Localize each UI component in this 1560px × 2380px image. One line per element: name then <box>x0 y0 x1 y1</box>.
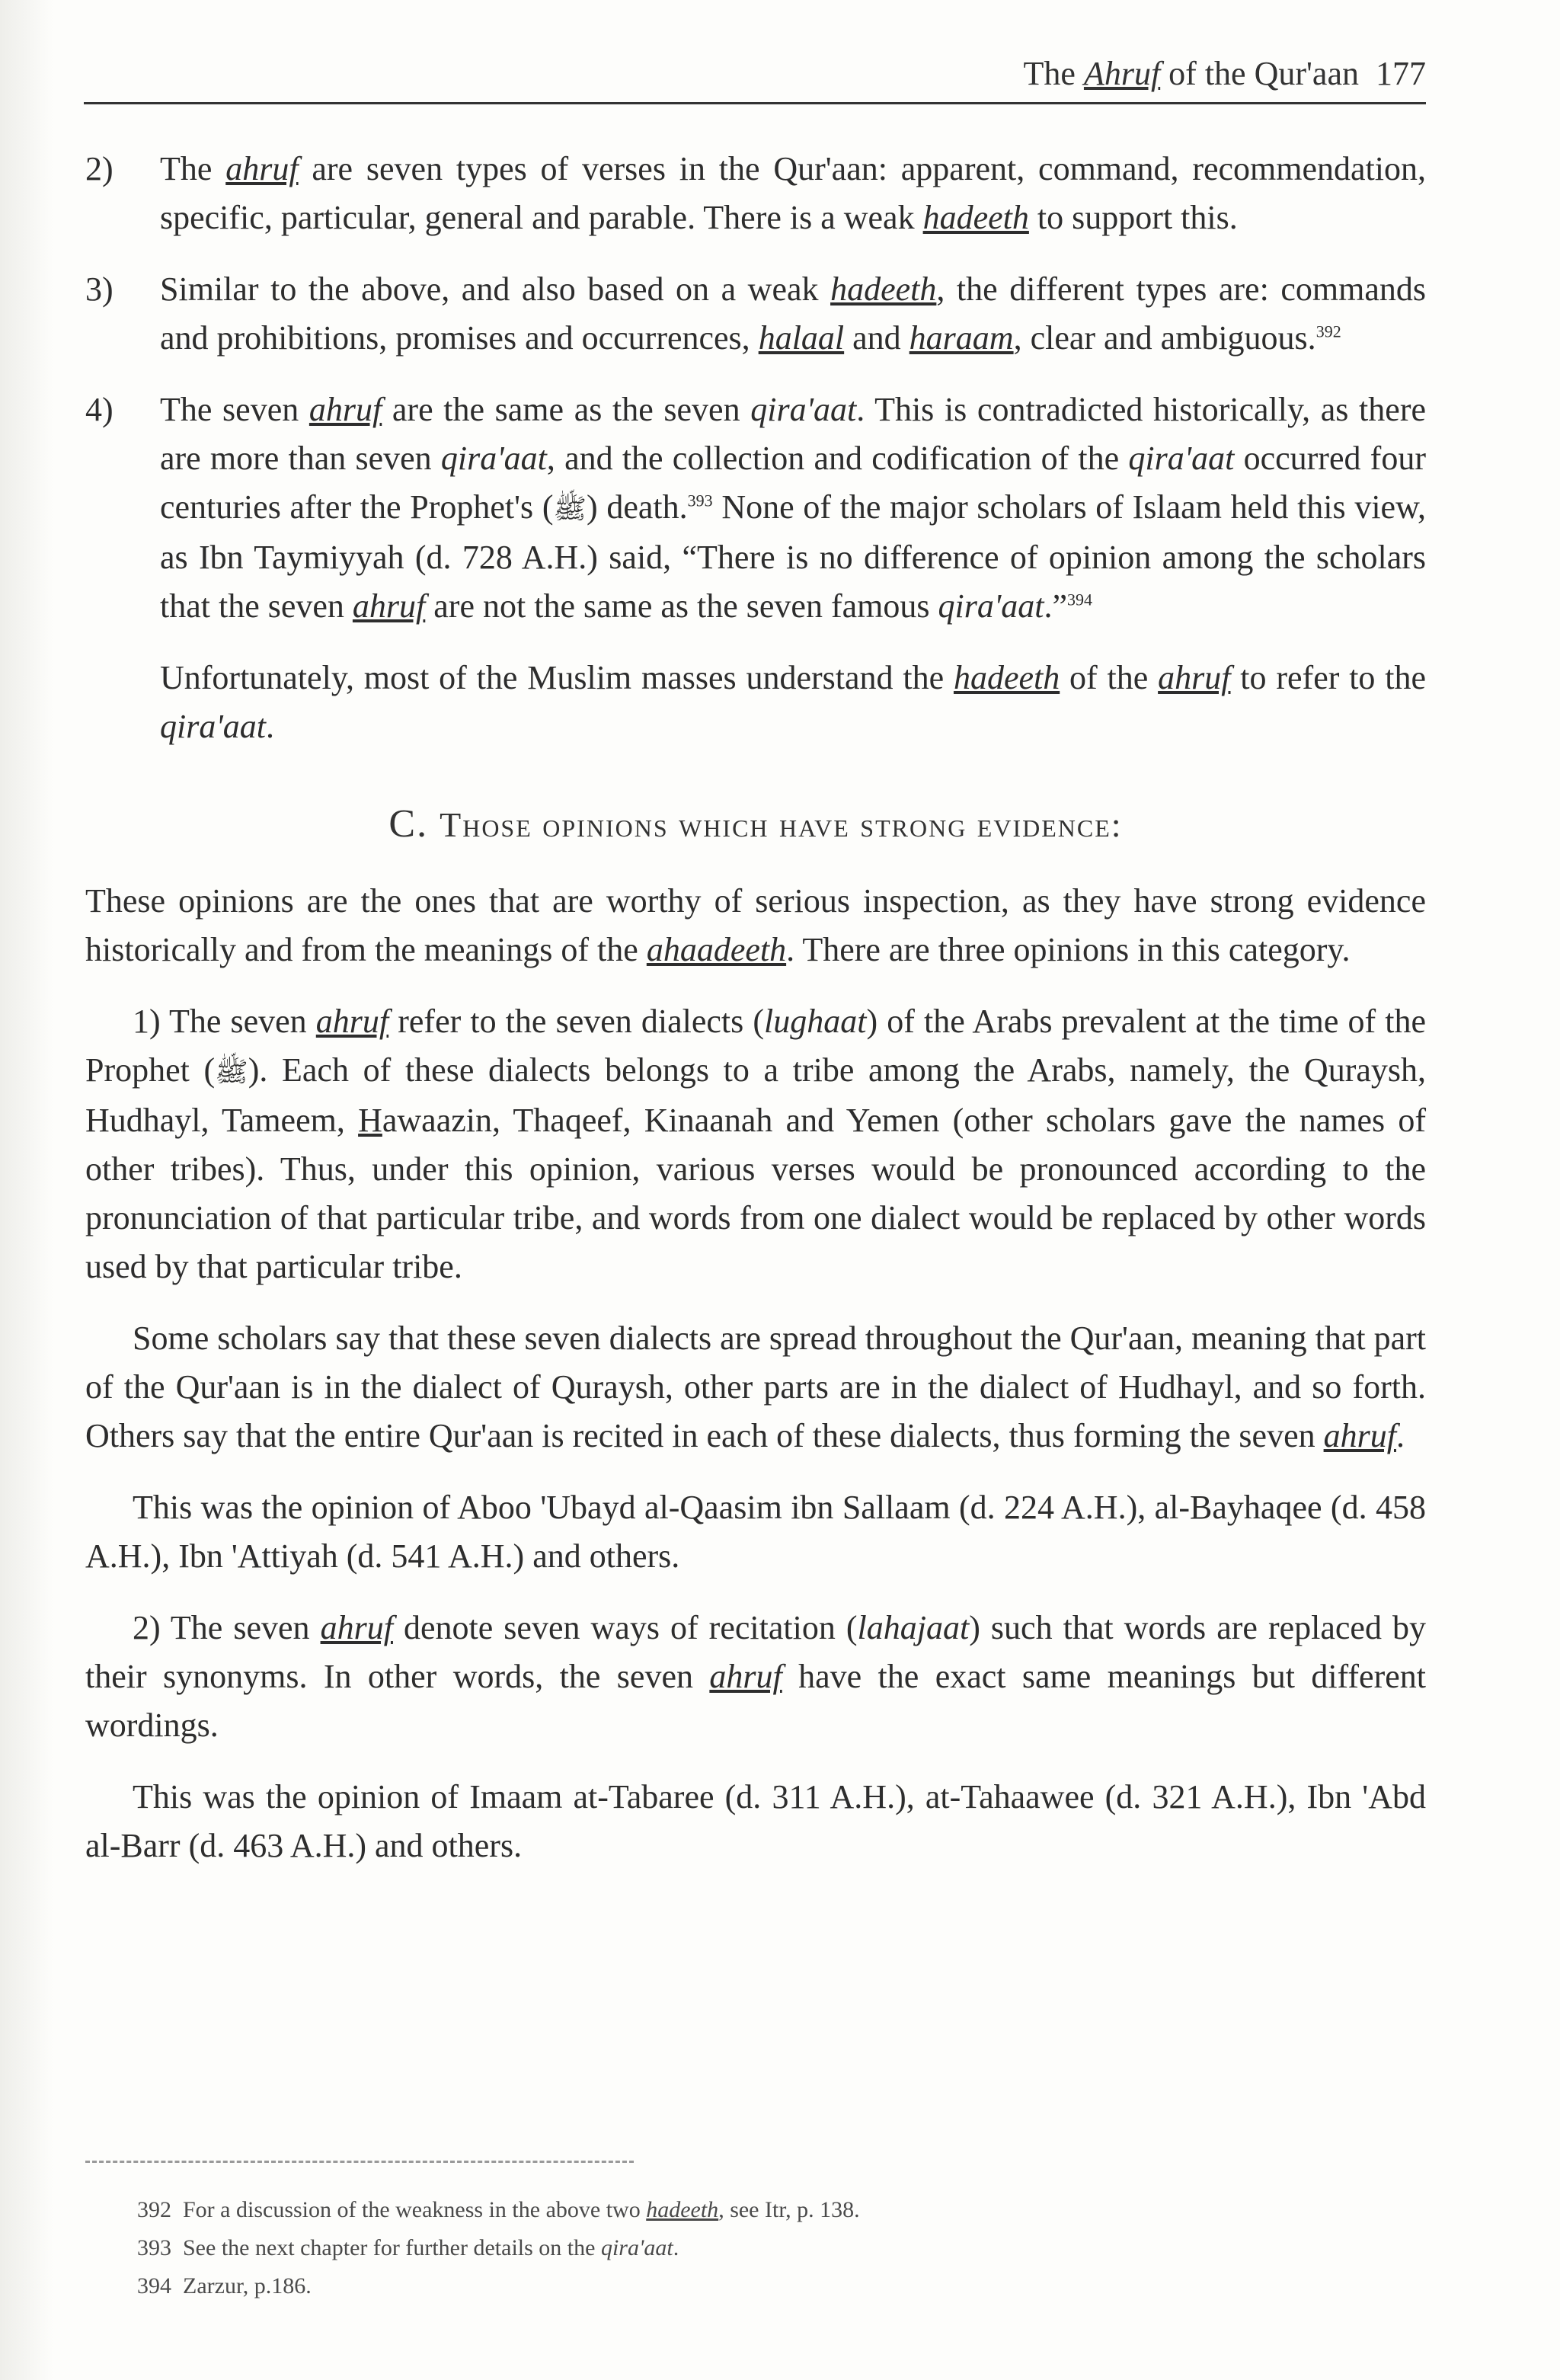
text-run: . There are three opinions in this category. <box>786 931 1351 968</box>
italic-term: ahruf <box>709 1658 782 1695</box>
unfortunately-paragraph <box>85 654 1426 751</box>
text-run: The seven <box>160 391 309 428</box>
text-run: The <box>160 150 226 187</box>
text-run: are the same as the seven <box>382 391 751 428</box>
italic-term: ahruf <box>352 587 426 625</box>
text-run: ) death. <box>587 488 688 526</box>
footnote-number: 393 <box>137 2235 171 2260</box>
text-run: are seven types of verses in the Qur'aan: apparent, command, recommendation, specific, particular, general and parable. There is a weak <box>160 150 1427 236</box>
text-run: This was the opinion of Imaam at-Tabaree (d. 311 A.H.), at-Tahaawee (d. 321 A.H.), Ibn 'Abd al-Barr (d. 463 A.H.) and others. <box>85 1778 1426 1864</box>
italic-term: ahaadeeth <box>646 931 787 968</box>
section-heading-c <box>85 800 1426 849</box>
text-run: to support this. <box>1028 199 1238 236</box>
text-run: None of the major scholars of Islaam held this view, as Ibn Taymiyyah (d. 728 A.H.) said, “There is no difference of opinion among the scholars that the seven <box>160 488 1427 625</box>
text-run: These opinions are the ones that are worthy of serious inspection, as they have strong evidence historically and from the meanings of the <box>85 882 1426 968</box>
italic-term: halaal <box>758 319 845 357</box>
text-run: Some scholars say that these seven dialects are spread throughout the Qur'aan, meaning that part of the Qur'aan is in the dialect of Quraysh, other parts are in the dialect of Hudhayl, and so forth. Others say that the entire Qur'aan is recited in each of these dialects, thus forming the seven <box>85 1320 1426 1454</box>
page-body <box>85 145 1426 1893</box>
text-run: , and the collection and codification of the <box>546 440 1129 477</box>
numbered-item <box>85 265 1426 363</box>
header-title-prefix: The <box>1023 55 1084 92</box>
footnote-ref: 394 <box>1067 590 1093 609</box>
text-run: H <box>358 1102 382 1139</box>
italic-term: ahruf <box>1158 659 1231 696</box>
text-run: , see Itr, p. 138. <box>718 2197 860 2222</box>
italic-term: lughaat <box>764 1003 867 1040</box>
body-paragraph <box>85 997 1426 1291</box>
running-header <box>84 46 1426 104</box>
footnote-divider <box>85 2161 634 2163</box>
body-paragraph <box>85 877 1426 974</box>
italic-term: haraam <box>909 319 1014 357</box>
footnote-number: 392 <box>137 2197 171 2222</box>
text-run: of the <box>1060 659 1159 696</box>
italic-term: ahruf <box>315 1003 389 1040</box>
footnote-ref: 392 <box>1315 321 1341 341</box>
text-run: are not the same as the seven famous <box>425 587 938 625</box>
italic-term: qira'aat <box>1128 440 1235 477</box>
numbered-list <box>85 145 1426 631</box>
italic-term: qira'aat <box>750 391 857 428</box>
page-number: 177 <box>1376 55 1426 92</box>
text-run: . <box>673 2235 679 2260</box>
page-gutter-shadow <box>0 0 53 2380</box>
header-title-italic: Ahruf <box>1083 55 1161 92</box>
honorific-glyph: ﷺ <box>215 1057 248 1087</box>
text-run: Unfortunately, most of the Muslim masses understand the <box>160 659 954 696</box>
text-run: 1) The seven <box>133 1003 316 1040</box>
footnote <box>137 2191 1417 2229</box>
honorific-glyph: ﷺ <box>553 494 587 524</box>
item-number: 3) <box>85 270 113 308</box>
italic-term: hadeeth <box>953 659 1060 696</box>
footnotes <box>137 2191 1417 2305</box>
text-run: denote seven ways of recitation ( <box>392 1609 858 1646</box>
italic-term: qira'aat <box>938 587 1044 625</box>
text-run: occurred four centuries after the Prophet's ( <box>160 440 1426 526</box>
text-run: awaazin, Thaqeef, Kinaanah and Yemen (other scholars gave the names of other tribes). Thus, under this opinion, various verses would be pronounced according to the pronunciation of that particular tribe, and words from one dialect would be replaced by other words used by that particular tribe. <box>85 1102 1426 1285</box>
text-run: 2) The seven <box>133 1609 321 1646</box>
italic-term: qira'aat <box>600 2235 673 2260</box>
text-run: ) such that words are replaced by their synonyms. In other words, the seven <box>85 1609 1427 1695</box>
italic-term: lahajaat <box>857 1609 970 1646</box>
text-run: Zarzur, p.186. <box>183 2273 312 2298</box>
italic-term: hadeeth <box>922 199 1029 236</box>
text-run: to refer to the <box>1230 659 1427 696</box>
italic-term: ahruf <box>320 1609 393 1646</box>
italic-term: qira'aat <box>440 440 547 477</box>
text-run: ). Each of these dialects belongs to a tribe among the Arabs, namely, the Quraysh, Hudhayl, Tameem, <box>85 1051 1427 1139</box>
section-letter: C. <box>388 802 440 846</box>
item-number: 4) <box>85 391 113 428</box>
text-run: refer to the seven dialects ( <box>388 1003 765 1040</box>
body-paragraph <box>85 1604 1426 1750</box>
text-run: Similar to the above, and also based on a weak <box>160 270 831 308</box>
text-run: have the exact same meanings but different wordings. <box>85 1658 1426 1744</box>
text-run: , the different types are: commands and prohibitions, promises and occurrences, <box>160 270 1426 357</box>
item-number: 2) <box>85 150 113 187</box>
text-run: ) of the Arabs prevalent at the time of the Prophet ( <box>85 1003 1426 1089</box>
text-run: This was the opinion of Aboo 'Ubayd al-Qaasim ibn Sallaam (d. 224 A.H.), al-Bayhaqee (d. 458 A.H.), Ibn 'Attiyah (d. 541 A.H.) and others. <box>85 1489 1426 1575</box>
body-paragraph <box>85 1314 1426 1460</box>
footnote-number: 394 <box>137 2273 171 2298</box>
text-run: .” <box>1044 587 1068 625</box>
body-paragraph <box>85 1483 1426 1581</box>
section-c-body <box>85 877 1426 1870</box>
footnote <box>137 2229 1417 2267</box>
text-run: and <box>844 319 909 357</box>
italic-term: ahruf <box>308 391 382 428</box>
text-run: See the next chapter for further details on the <box>183 2235 601 2260</box>
italic-term: ahruf <box>225 150 299 187</box>
footnote <box>137 2267 1417 2305</box>
numbered-item <box>85 385 1426 631</box>
section-title: Those opinions which have strong evidence: <box>440 805 1123 844</box>
italic-term: hadeeth <box>830 270 937 308</box>
text-run: . <box>1395 1417 1405 1454</box>
text-run: . <box>265 708 274 745</box>
text-run: , clear and ambiguous. <box>1013 319 1316 357</box>
italic-term: ahruf <box>1323 1417 1396 1454</box>
header-title-suffix: of the Qur'aan <box>1160 55 1359 92</box>
text-run: For a discussion of the weakness in the above two <box>183 2197 647 2222</box>
footnote-ref: 393 <box>687 491 713 510</box>
text-run: . This is contradicted historically, as there are more than seven <box>160 391 1426 477</box>
italic-term: hadeeth <box>646 2197 719 2222</box>
italic-term: qira'aat <box>160 708 266 745</box>
body-paragraph <box>85 1773 1426 1870</box>
numbered-item <box>85 145 1426 242</box>
